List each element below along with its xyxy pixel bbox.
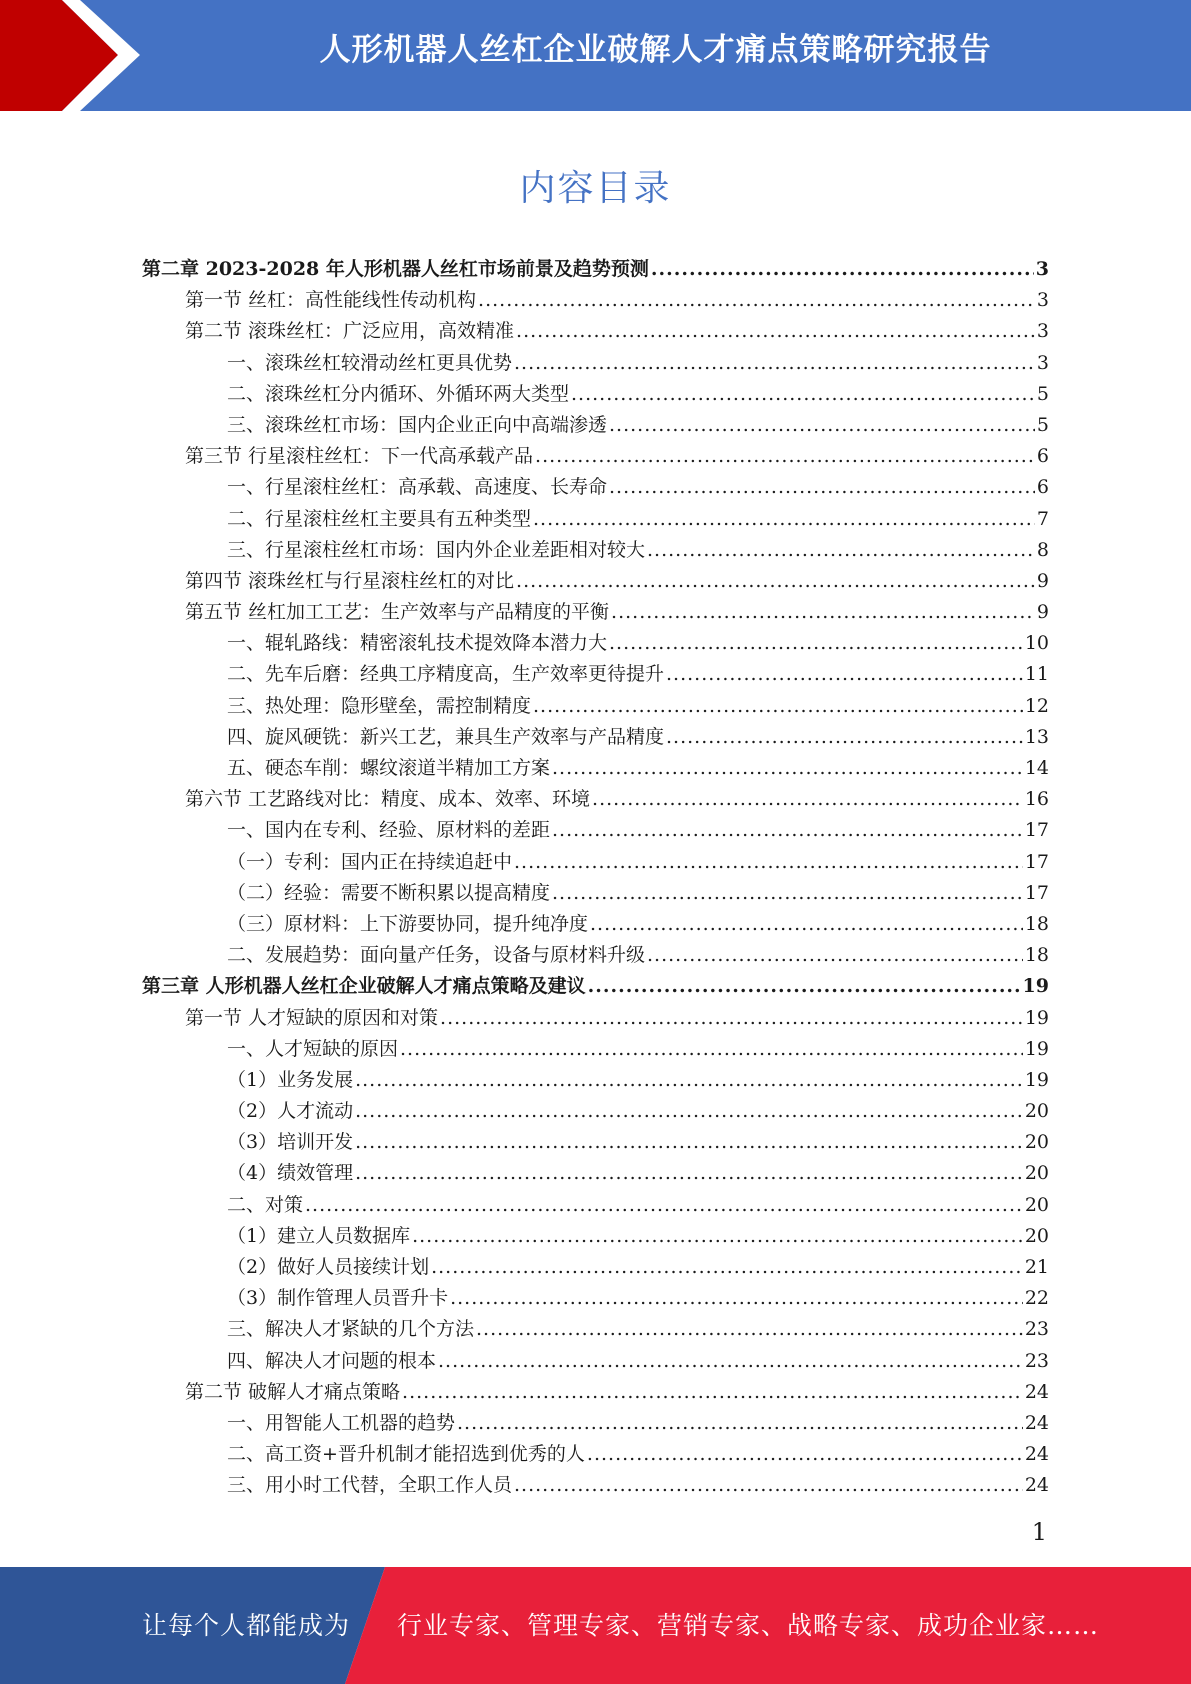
toc-entry[interactable] — [142, 909, 1049, 940]
toc-entry-label: 一、国内在专利、经验、原材料的差距 — [227, 819, 551, 842]
toc-entry-label: （4）绩效管理 — [227, 1162, 354, 1185]
toc-leader-dots — [516, 570, 1035, 592]
toc-entry[interactable] — [142, 847, 1049, 878]
toc-entry[interactable] — [142, 971, 1049, 1002]
toc-entry-page: 6 — [1036, 445, 1049, 468]
toc-entry-page: 19 — [1024, 1068, 1049, 1091]
toc-entry-label: （1）建立人员数据库 — [227, 1224, 411, 1247]
toc-entry-page: 14 — [1024, 757, 1049, 779]
footer-slogan-right: 行业专家、管理专家、营销专家、战略专家、成功企业家…… — [397, 1611, 1100, 1640]
toc-entry-page: 23 — [1024, 1318, 1049, 1341]
toc-entry-page: 20 — [1024, 1162, 1049, 1185]
toc-leader-dots — [571, 383, 1035, 405]
toc-entry-label: （2）做好人员接续计划 — [227, 1256, 430, 1278]
toc-leader-dots — [440, 1007, 1023, 1029]
toc-entry-page: 20 — [1024, 1131, 1049, 1154]
toc-entry-label: 三、用小时工代替，全职工作人员 — [227, 1474, 513, 1497]
toc-entry[interactable] — [142, 410, 1049, 441]
header-red-arrow — [0, 0, 150, 111]
toc-entry[interactable] — [142, 1283, 1049, 1314]
toc-entry-label: 四、解决人才问题的根本 — [227, 1349, 437, 1372]
toc-entry-label: 二、发展趋势：面向量产任务，设备与原材料升级 — [227, 944, 646, 967]
toc-entry-label: 第三节 行星滚柱丝杠：下一代高承载产品 — [185, 445, 534, 468]
toc-entry-label: 第一节 人才短缺的原因和对策 — [185, 1006, 439, 1029]
toc-leader-dots — [514, 1474, 1023, 1496]
toc-leader-dots — [552, 757, 1023, 779]
toc-entry-page: 5 — [1036, 382, 1049, 405]
toc-entry-label: 二、行星滚柱丝杠主要具有五种类型 — [227, 507, 532, 530]
toc-leader-dots — [552, 882, 1023, 904]
toc-entry[interactable] — [142, 1377, 1049, 1408]
toc-entry-label: 第五节 丝杠加工工艺：生产效率与产品精度的平衡 — [185, 601, 610, 624]
toc-entry-label: （二）经验：需要不断积累以提高精度 — [227, 881, 551, 904]
toc-leader-dots — [514, 851, 1023, 873]
toc-entry[interactable] — [142, 1314, 1049, 1345]
toc-entry-label: 二、滚珠丝杠分内循环、外循环两大类型 — [227, 382, 570, 405]
toc-entry[interactable] — [142, 441, 1049, 472]
toc-heading: 内容目录 — [519, 168, 672, 209]
toc-leader-dots — [587, 1443, 1023, 1465]
toc-entry-label: 二、先车后磨：经典工序精度高，生产效率更待提升 — [227, 663, 665, 686]
toc-leader-dots — [611, 601, 1035, 623]
toc-leader-dots — [355, 1162, 1023, 1184]
toc-entry[interactable] — [142, 940, 1049, 971]
toc-entry-label: 第六节 工艺路线对比：精度、成本、效率、环境 — [185, 788, 591, 811]
toc-entry-label: 第二章 2023-2028 年人形机器人丝杠市场前景及趋势预测 — [142, 258, 649, 280]
toc-entry-page: 24 — [1024, 1443, 1049, 1466]
toc-entry-page: 17 — [1024, 819, 1049, 842]
toc-entry-page: 19 — [1022, 975, 1049, 998]
toc-leader-dots — [588, 975, 1021, 997]
toc-entry-page: 3 — [1036, 351, 1049, 374]
toc-leader-dots — [533, 508, 1035, 530]
toc-entry-label: 一、行星滚柱丝杠：高承载、高速度、长寿命 — [227, 476, 608, 499]
toc-entry[interactable] — [142, 1470, 1049, 1501]
toc-leader-dots — [592, 788, 1023, 810]
toc-entry[interactable] — [142, 1034, 1049, 1065]
toc-entry-page: 8 — [1036, 538, 1049, 561]
toc-entry-label: （三）原材料：上下游要协同，提升纯净度 — [227, 912, 589, 935]
toc-leader-dots — [431, 1256, 1023, 1278]
toc-entry-label: （一）专利：国内正在持续追赶中 — [227, 850, 513, 873]
toc-entry-page: 3 — [1036, 289, 1049, 312]
toc-entry[interactable] — [142, 1003, 1049, 1034]
toc-entry-page: 9 — [1036, 569, 1049, 592]
toc-entry-page: 11 — [1024, 663, 1049, 686]
toc-entry-label: 三、行星滚柱丝杠市场：国内外企业差距相对较大 — [227, 538, 646, 561]
toc-leader-dots — [450, 1287, 1023, 1309]
toc-entry-label: 五、硬态车削：螺纹滚道半精加工方案 — [227, 757, 551, 779]
toc-entry-label: （1）业务发展 — [227, 1068, 354, 1091]
toc-entry[interactable] — [142, 1096, 1049, 1127]
table-of-contents — [142, 254, 1049, 1502]
toc-entry-label: 四、旋风硬铣：新兴工艺，兼具生产效率与产品精度 — [227, 725, 665, 748]
toc-leader-dots — [355, 1131, 1023, 1153]
toc-entry[interactable] — [142, 379, 1049, 410]
toc-leader-dots — [647, 944, 1023, 966]
toc-entry[interactable] — [142, 1439, 1049, 1470]
toc-entry[interactable] — [142, 1408, 1049, 1439]
toc-leader-dots — [355, 1069, 1023, 1091]
toc-leader-dots — [533, 695, 1023, 717]
toc-entry[interactable] — [142, 784, 1049, 815]
toc-leader-dots — [400, 1038, 1023, 1060]
toc-entry[interactable] — [142, 1127, 1049, 1158]
toc-entry-label: 一、人才短缺的原因 — [227, 1037, 399, 1060]
toc-entry-page: 24 — [1024, 1411, 1049, 1434]
toc-entry-label: 第四节 滚珠丝杠与行星滚柱丝杠的对比 — [185, 569, 515, 592]
toc-entry-label: 第二节 破解人才痛点策略 — [185, 1380, 401, 1403]
toc-entry[interactable] — [142, 722, 1049, 753]
toc-leader-dots — [305, 1194, 1023, 1216]
toc-entry[interactable] — [142, 254, 1049, 285]
toc-leader-dots — [666, 726, 1023, 748]
toc-entry[interactable] — [142, 348, 1049, 379]
toc-entry-label: （2）人才流动 — [227, 1100, 354, 1123]
toc-entry[interactable] — [142, 753, 1049, 784]
toc-leader-dots — [590, 913, 1023, 935]
toc-entry-page: 19 — [1024, 1037, 1049, 1060]
toc-leader-dots — [514, 352, 1035, 374]
toc-leader-dots — [476, 1318, 1023, 1340]
toc-entry[interactable] — [142, 1252, 1049, 1283]
toc-entry-page: 21 — [1024, 1256, 1049, 1278]
toc-entry-label: （3）制作管理人员晋升卡 — [227, 1287, 449, 1310]
toc-entry-label: 三、解决人才紧缺的几个方法 — [227, 1318, 475, 1341]
footer-slogan-left: 让每个人都能成为 — [142, 1611, 351, 1640]
toc-entry-page: 18 — [1024, 944, 1049, 967]
toc-leader-dots — [609, 632, 1023, 654]
page-number: 1 — [1031, 1518, 1047, 1546]
toc-leader-dots — [666, 663, 1023, 685]
toc-entry-label: 一、用智能人工机器的趋势 — [227, 1411, 456, 1434]
toc-leader-dots — [516, 320, 1035, 342]
toc-entry[interactable] — [142, 1190, 1049, 1221]
toc-entry[interactable] — [142, 566, 1049, 597]
toc-entry-page: 12 — [1024, 694, 1049, 717]
toc-entry-page: 13 — [1024, 725, 1049, 748]
toc-entry-page: 17 — [1024, 850, 1049, 873]
toc-entry[interactable] — [142, 815, 1049, 846]
toc-entry-page: 23 — [1024, 1349, 1049, 1372]
toc-entry-page: 20 — [1024, 1224, 1049, 1247]
toc-entry-label: 一、滚珠丝杠较滑动丝杠更具优势 — [227, 351, 513, 374]
toc-entry-page: 6 — [1036, 476, 1049, 499]
toc-entry-label: 三、滚珠丝杠市场：国内企业正向中高端渗透 — [227, 413, 608, 436]
toc-entry-page: 17 — [1024, 881, 1049, 904]
toc-entry[interactable] — [142, 316, 1049, 347]
toc-entry-page: 3 — [1035, 258, 1049, 280]
toc-entry[interactable] — [142, 628, 1049, 659]
toc-entry-page: 3 — [1036, 320, 1049, 343]
toc-leader-dots — [552, 819, 1023, 841]
toc-entry-page: 20 — [1024, 1193, 1049, 1216]
toc-leader-dots — [478, 289, 1035, 311]
toc-leader-dots — [438, 1350, 1023, 1372]
toc-entry-page: 22 — [1024, 1287, 1049, 1310]
report-title: 人形机器人丝杠企业破解人才痛点策略研究报告 — [319, 32, 992, 68]
toc-entry-label: 一、辊轧路线：精密滚轧技术提效降本潜力大 — [227, 632, 608, 655]
toc-leader-dots — [609, 476, 1035, 498]
toc-entry[interactable] — [142, 285, 1049, 316]
toc-entry-page: 18 — [1024, 912, 1049, 935]
toc-entry-page: 5 — [1036, 413, 1049, 436]
toc-entry-page: 10 — [1024, 632, 1049, 655]
toc-leader-dots — [402, 1381, 1023, 1403]
toc-entry-label: 三、热处理：隐形壁垒，需控制精度 — [227, 694, 532, 717]
toc-entry-label: 二、对策 — [227, 1193, 304, 1216]
toc-entry[interactable] — [142, 1158, 1049, 1189]
toc-entry[interactable] — [142, 1221, 1049, 1252]
toc-entry[interactable] — [142, 1346, 1049, 1377]
toc-entry[interactable] — [142, 597, 1049, 628]
toc-entry-label: 第一节 丝杠：高性能线性传动机构 — [185, 289, 477, 312]
toc-entry-label: 第三章 人形机器人丝杠企业破解人才痛点策略及建议 — [142, 975, 586, 998]
toc-entry[interactable] — [142, 1065, 1049, 1096]
page-header — [0, 0, 1191, 111]
toc-entry-page: 24 — [1024, 1474, 1049, 1497]
toc-entry-page: 19 — [1024, 1006, 1049, 1029]
page-footer — [0, 1567, 1191, 1684]
toc-entry-label: 第二节 滚珠丝杠：广泛应用，高效精准 — [185, 320, 515, 343]
toc-entry[interactable] — [142, 504, 1049, 535]
toc-entry[interactable] — [142, 691, 1049, 722]
toc-leader-dots — [535, 445, 1035, 467]
toc-entry[interactable] — [142, 472, 1049, 503]
toc-leader-dots — [412, 1225, 1023, 1247]
toc-entry-page: 20 — [1024, 1100, 1049, 1123]
toc-entry-label: 二、高工资+晋升机制才能招选到优秀的人 — [227, 1443, 585, 1466]
toc-entry[interactable] — [142, 878, 1049, 909]
toc-leader-dots — [609, 414, 1035, 436]
toc-entry-page: 24 — [1024, 1380, 1049, 1403]
toc-entry[interactable] — [142, 535, 1049, 566]
toc-entry-page: 9 — [1036, 601, 1049, 624]
toc-entry-page: 7 — [1036, 507, 1049, 530]
toc-entry[interactable] — [142, 659, 1049, 690]
toc-leader-dots — [651, 258, 1034, 280]
toc-leader-dots — [457, 1412, 1023, 1434]
toc-entry-label: （3）培训开发 — [227, 1131, 354, 1154]
toc-leader-dots — [647, 539, 1035, 561]
toc-entry-page: 16 — [1024, 788, 1049, 811]
toc-leader-dots — [355, 1100, 1023, 1122]
